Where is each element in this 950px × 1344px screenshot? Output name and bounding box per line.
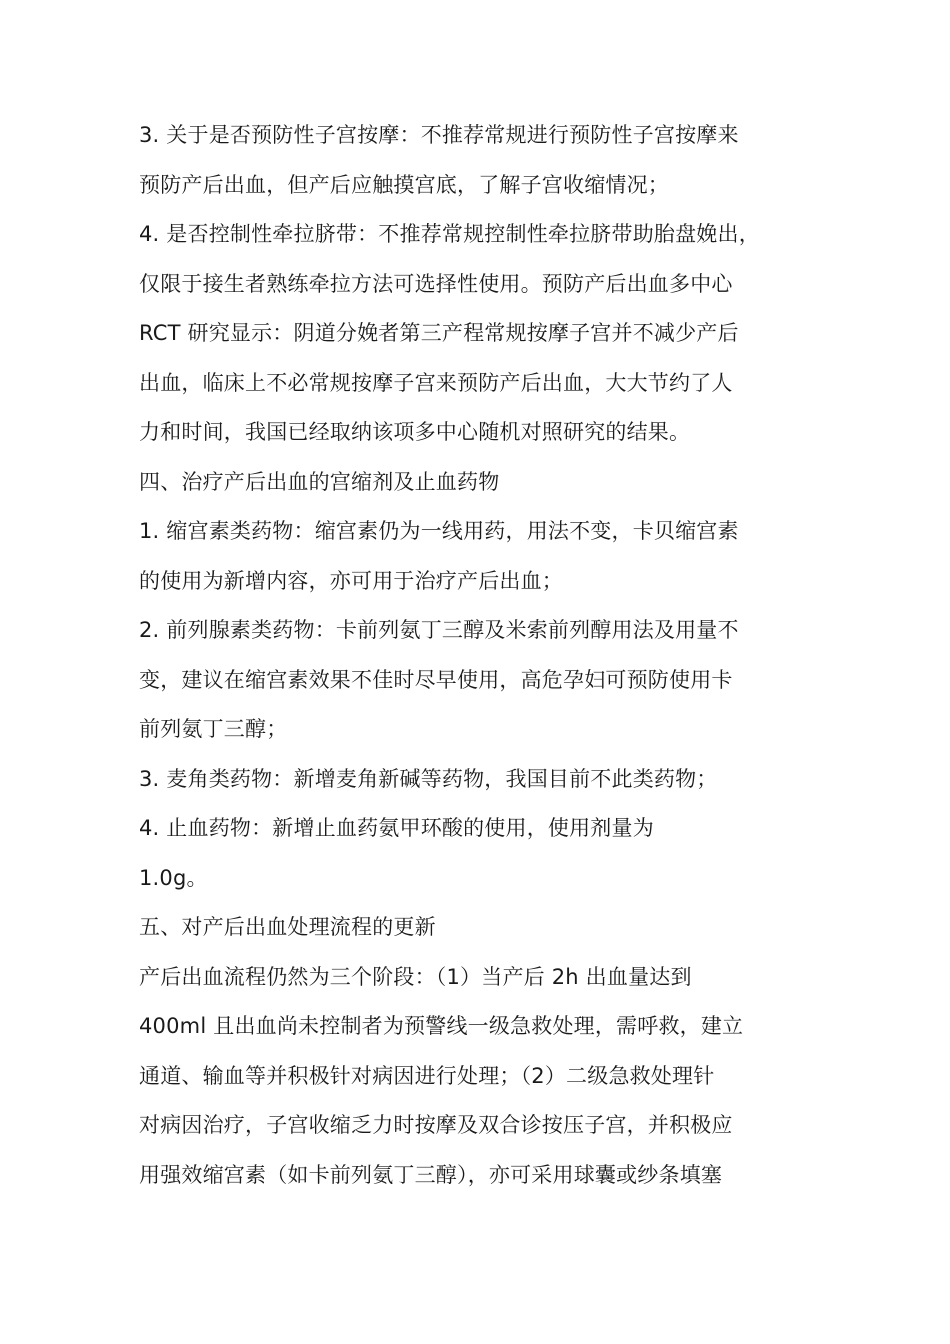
text-line: 3. 麦角类药物：新增麦角新碱等药物，我国目前不此类药物； — [139, 766, 718, 791]
text-line: 出血，临床上不必常规按摩子宫来预防产后出血，大大节约了人 — [139, 370, 733, 395]
text-line: 仅限于接生者熟练牵拉方法可选择性使用。预防产后出血多中心 — [139, 271, 733, 296]
text-line: RCT 研究显示：阴道分娩者第三产程常规按摩子宫并不减少产后 — [139, 321, 739, 345]
text-line: 的使用为新增内容，亦可用于治疗产后出血； — [139, 568, 563, 593]
text-line: 1. 缩宫素类药物：缩宫素仍为一线用药，用法不变，卡贝缩宫素 — [139, 519, 739, 543]
text-line: 1.0g。 — [139, 865, 208, 890]
text-line: 产后出血流程仍然为三个阶段：（1）当产后 2h 出血量达到 — [139, 964, 692, 989]
text-line: 对病因治疗，子宫收缩乏力时按摩及双合诊按压子宫，并积极应 — [139, 1113, 733, 1137]
text-line: 2. 前列腺素类药物：卡前列氨丁三醇及米索前列醇用法及用量不 — [139, 618, 739, 642]
text-line: 前列氨丁三醇； — [139, 717, 288, 741]
text-line: 3. 关于是否预防性子宫按摩：不推荐常规进行预防性子宫按摩来 — [139, 123, 739, 147]
text-line: 用强效缩宫素（如卡前列氨丁三醇），亦可采用球囊或纱条填塞 — [139, 1162, 723, 1187]
text-line: 预防产后出血，但产后应触摸宫底，了解子宫收缩情况； — [139, 172, 669, 197]
text-line: 400ml 且出血尚未控制者为预警线一级急救处理，需呼救，建立 — [139, 1014, 744, 1038]
document-body — [139, 111, 819, 1200]
text-line: 4. 止血药物：新增止血药氨甲环酸的使用，使用剂量为 — [139, 816, 654, 840]
text-line: 变，建议在缩宫素效果不佳时尽早使用，高危孕妇可预防使用卡 — [139, 667, 733, 692]
text-line: 力和时间，我国已经取纳该项多中心随机对照研究的结果。 — [139, 420, 691, 444]
section-heading: 四、治疗产后出血的宫缩剂及止血药物 — [139, 469, 500, 494]
text-line: 通道、输血等并积极针对病因进行处理；（2）二级急救处理针 — [139, 1063, 715, 1088]
section-heading: 五、对产后出血处理流程的更新 — [139, 915, 436, 939]
text-line: 4. 是否控制性牵拉脐带：不推荐常规控制性牵拉脐带助胎盘娩出， — [139, 222, 760, 246]
